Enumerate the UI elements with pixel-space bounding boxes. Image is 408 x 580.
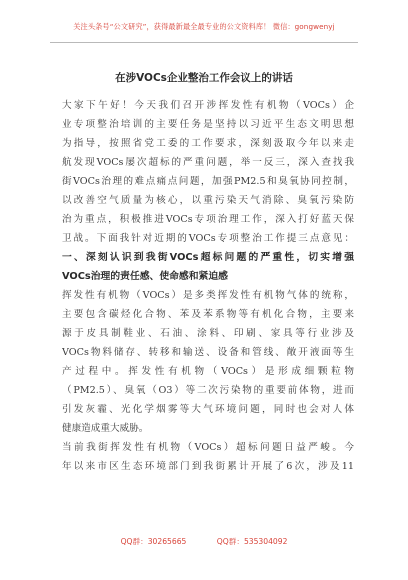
text-line: 引发灰霾、光化学烟雾等大气环境问题，同时也会对人体 bbox=[62, 404, 354, 415]
text-line: 街VOCs治理的难点痛点问题，加强PM2.5和臭氧协同控制， bbox=[62, 176, 354, 187]
text-line: 产过程中。挥发性有机物（VOCs）是形成细颗粒物 bbox=[62, 366, 354, 377]
header-divider bbox=[50, 42, 358, 43]
paragraph-current-situation bbox=[62, 438, 354, 476]
text-line: 挥发性有机物（VOCs）是多类挥发性有机物气体的统称， bbox=[62, 290, 354, 301]
text-line: 主要包含碳烃化合物、苯及苯系物等有机化合物，主要来 bbox=[62, 309, 354, 320]
top-banner: 关注头条号“公文研究”，获得最新最全最专业的公文资料库！ 微信：gongwenyj bbox=[73, 22, 335, 31]
text-line: 健康造成重大威胁。 bbox=[62, 423, 149, 434]
heading-line: VOCs治理的责任感、使命感和紧迫感 bbox=[62, 271, 228, 282]
heading-line: 一、深刻认识到我街VOCs超标问题的严重性，切实增强 bbox=[62, 252, 354, 263]
footer-qq-group-2: QQ群：535304092 bbox=[216, 537, 288, 546]
text-line: 业专项整治培训的主要任务是坚持以习近平生态文明思想 bbox=[62, 119, 354, 130]
text-line: 卫战。下面我针对近期的VOCs专项整治工作提三点意见： bbox=[62, 233, 354, 244]
text-line: 当前我街挥发性有机物（VOCs）超标问题日益严峻。今 bbox=[62, 442, 354, 453]
text-line: 以改善空气质量为核心，以重污染天气消除、臭氧污染防 bbox=[62, 195, 354, 206]
text-line: 治为重点，积极推进VOCs专项治理工作，深入打好蓝天保 bbox=[62, 214, 354, 225]
paragraph-vocs-definition bbox=[62, 286, 354, 438]
text-line: VOCs物料储存、转移和输送、设备和管线、敞开液面等生 bbox=[62, 347, 354, 358]
text-line: 源于皮具制鞋业、石油、涂料、印刷、家具等行业涉及 bbox=[62, 328, 354, 339]
document-title: 在涉VOCs企业整治工作会议上的讲话 bbox=[115, 72, 293, 84]
footer-qq-group-1: QQ群：30265665 bbox=[120, 537, 187, 546]
text-line: 年以来市区生态环境部门到我街累计开展了6次，涉及11 bbox=[62, 461, 354, 472]
footer-contacts bbox=[0, 536, 408, 547]
section-heading-1 bbox=[62, 248, 354, 286]
text-line: 为指导，按照省党工委的工作要求，深刻汲取今年以来走 bbox=[62, 138, 354, 149]
text-line: 航发现VOCs屡次超标的严重问题，举一反三，深入查找我 bbox=[62, 157, 354, 168]
text-line: 大家下午好！今天我们召开涉挥发性有机物（VOCs）企 bbox=[62, 100, 354, 111]
paragraph-intro bbox=[62, 96, 354, 248]
text-line: （PM2.5）、臭氧（O3）等二次污染物的重要前体物，进而 bbox=[62, 385, 354, 396]
